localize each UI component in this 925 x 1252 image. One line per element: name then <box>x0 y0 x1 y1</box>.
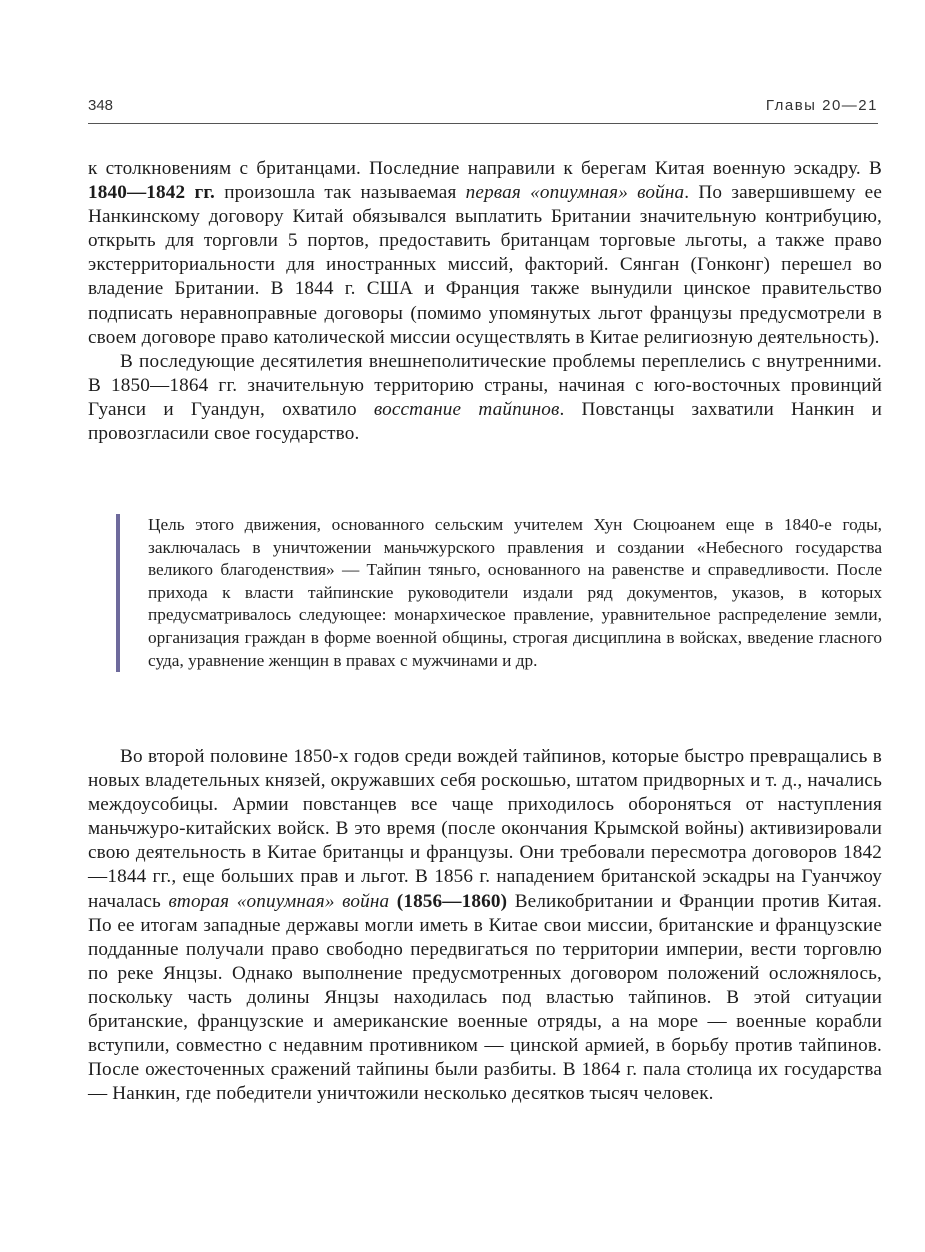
italic-term: вторая «опиумная» война <box>168 890 390 912</box>
chapter-title: Главы 20—21 <box>765 97 878 114</box>
text-run: В последующие десятилетия внешнеполитические проблемы переплелись с внутренними. В 1850—1864 гг. значительную территорию страны, начиная с юго-восточных провинций Гуанси и Гуандун, охватило <box>88 350 882 420</box>
page-number: 348 <box>88 97 114 114</box>
bold-date: (1856—1860) <box>396 890 508 912</box>
text-run: к столкновениям с британцами. Последние направили к берегам Китая военную эскадру. В <box>88 158 882 179</box>
main-text-lower <box>88 745 882 1106</box>
main-text-upper <box>88 157 882 446</box>
paragraph-opium-war-first <box>88 157 882 350</box>
text-run: Во второй половине 1850-х годов среди вождей тайпинов, которые быстро превращались в новых владетельных князей, окружавших себя роскошью, штатом придворных и т. д., начались междоусобицы. Армии повстанцев все чаще приходилось обороняться от наступления маньчжуро-китайских войск. В это время (после окончания Крымской войны) активизировали свою деятельность в Китае британцы и французы. Они требовали пересмотра договоров 1842—1844 гг., еще больших прав и льгот. В 1856 г. нападением британской эскадры на Гуанчжоу началась <box>88 746 882 912</box>
text-run: Великобритании и Франции против Китая. По ее итогам западные державы могли иметь в Китае свои миссии, британские и французские подданные получали право свободно передвигаться по территории империи, вести торговлю по реке Янцзы. Однако выполнение предусмотренных договором положений осложнялось, поскольку часть долины Янцзы находилась под властью тайпинов. В этой ситуации британские, французские и американские военные отряды, а на море — военные корабли вступили, совместно с недавним противником — цинской армией, в борьбу против тайпинов. После ожесточенных сражений тайпины были разбиты. В 1864 г. пала столица их государства — Нанкин, где победители уничтожили несколько десятков тысяч человек. <box>88 890 882 1105</box>
text-run: . По завершившему ее Нанкинскому договору Китай обязывался выплатить Британии значительную контрибуцию, открыть для торговли 5 портов, предоставить британцам торговые льготы, а также право экстерриториальности для иностранных миссий, факторий. Сянган (Гонконг) перешел во владение Британии. В 1844 г. США и Франция также вынудили цинское правительство подписать неравноправные договоры (помимо упомянутых льгот французы предусмотрели в своем договоре право католической миссии осуществлять в Китае религиозную деятельность). <box>88 182 882 348</box>
header-rule <box>88 123 878 124</box>
bold-date: 1840—1842 гг. <box>88 182 215 204</box>
running-header <box>88 97 878 123</box>
text-run: . Повстанцы захватили Нанкин и провозгласили свое государство. <box>88 398 883 445</box>
paragraph-taiping-rebellion <box>88 350 882 446</box>
text-run: произошла так называемая <box>215 182 466 204</box>
sidebar-note <box>116 514 882 672</box>
sidebar-note-text: Цель этого движения, основанного сельским учителем Хун Сюцюанем еще в 1840-е годы, заключалась в уничтожении маньчжурского правления и создании «Небесного государства великого благоденствия» — Тайпин тяньго, основанного на равенстве и справедливости. После прихода к власти тайпинские руководители издали ряд документов, указов, в которых предусматривалось следующее: монархическое правление, уравнительное распределение земли, организация граждан в форме военной общины, строгая дисциплина в войсках, введение гласного суда, уравнение женщин в правах с мужчинами и др. <box>148 515 882 670</box>
paragraph-opium-war-second <box>88 745 882 1106</box>
italic-term: восстание тайпинов <box>373 398 560 420</box>
italic-term: первая «опиумная» война <box>465 182 685 204</box>
text-run <box>389 891 397 912</box>
